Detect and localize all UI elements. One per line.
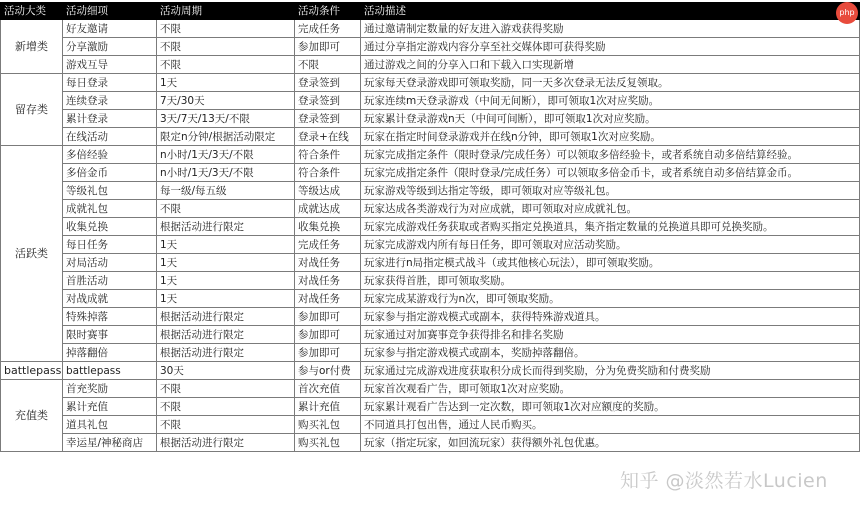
cell-item: 特殊掉落 <box>63 308 157 326</box>
cell-period: 不限 <box>157 416 295 434</box>
cell-condition: 成就达成 <box>295 200 361 218</box>
cell-item: 游戏互导 <box>63 56 157 74</box>
cell-period: 1天 <box>157 74 295 92</box>
cell-period: 根据活动进行限定 <box>157 308 295 326</box>
cell-item: 首充奖励 <box>63 380 157 398</box>
cell-condition: 对战任务 <box>295 272 361 290</box>
cell-item: 幸运星/神秘商店 <box>63 434 157 452</box>
table-header-row <box>1 3 860 20</box>
cell-condition: 参加即可 <box>295 308 361 326</box>
cell-description: 玩家参与指定游戏模式或副本，获得特殊游戏道具。 <box>361 308 860 326</box>
cell-description: 玩家游戏等级到达指定等级，即可领取对应等级礼包。 <box>361 182 860 200</box>
table-row <box>1 326 860 344</box>
cell-item: 累计登录 <box>63 110 157 128</box>
cell-period: 不限 <box>157 20 295 38</box>
cell-description: 玩家获得首胜，即可领取奖励。 <box>361 272 860 290</box>
cell-condition: 参加即可 <box>295 326 361 344</box>
cell-condition: 登录签到 <box>295 110 361 128</box>
table-row <box>1 164 860 182</box>
cell-item: 成就礼包 <box>63 200 157 218</box>
table-row <box>1 128 860 146</box>
cell-condition: 对战任务 <box>295 290 361 308</box>
cell-description: 玩家累计观看广告达到一定次数，即可领取1次对应额度的奖励。 <box>361 398 860 416</box>
table-row <box>1 182 860 200</box>
table-row <box>1 56 860 74</box>
cell-category: 充值类 <box>1 380 63 452</box>
cell-period: 不限 <box>157 398 295 416</box>
cell-condition: 不限 <box>295 56 361 74</box>
cell-period: 30天 <box>157 362 295 380</box>
cell-period: n小时/1天/3天/不限 <box>157 164 295 182</box>
cell-period: 1天 <box>157 290 295 308</box>
cell-item: 多倍金币 <box>63 164 157 182</box>
cell-description: 玩家进行n局指定模式战斗（或其他核心玩法），即可领取奖励。 <box>361 254 860 272</box>
table-row <box>1 272 860 290</box>
cell-item: 每日登录 <box>63 74 157 92</box>
table-body <box>1 20 860 452</box>
cell-item: 首胜活动 <box>63 272 157 290</box>
cell-condition: 完成任务 <box>295 236 361 254</box>
cell-description: 玩家完成某游戏行为n次，即可领取奖励。 <box>361 290 860 308</box>
cell-period: 根据活动进行限定 <box>157 434 295 452</box>
table-row <box>1 38 860 56</box>
cell-condition: 参与or付费 <box>295 362 361 380</box>
header-item: 活动细项 <box>63 3 157 20</box>
table-row <box>1 110 860 128</box>
table-row <box>1 380 860 398</box>
table-row <box>1 308 860 326</box>
cell-condition: 首次充值 <box>295 380 361 398</box>
cell-condition: 参加即可 <box>295 38 361 56</box>
cell-item: 对战成就 <box>63 290 157 308</box>
cell-condition: 符合条件 <box>295 164 361 182</box>
cell-period: 不限 <box>157 380 295 398</box>
cell-condition: 购买礼包 <box>295 434 361 452</box>
cell-description: 不同道具打包出售，通过人民币购买。 <box>361 416 860 434</box>
cell-condition: 登录签到 <box>295 74 361 92</box>
table-row <box>1 434 860 452</box>
header-period: 活动周期 <box>157 3 295 20</box>
table-row <box>1 236 860 254</box>
table-row <box>1 398 860 416</box>
table-row <box>1 146 860 164</box>
cell-category: 新增类 <box>1 20 63 74</box>
cell-description: 玩家首次观看广告，即可领取1次对应奖励。 <box>361 380 860 398</box>
cell-condition: 登录签到 <box>295 92 361 110</box>
table-row <box>1 362 860 380</box>
cell-description: 玩家每天登录游戏即可领取奖励，同一天多次登录无法反复领取。 <box>361 74 860 92</box>
cell-item: battlepass <box>63 362 157 380</box>
cell-condition: 参加即可 <box>295 344 361 362</box>
cell-condition: 符合条件 <box>295 146 361 164</box>
cell-item: 分享激励 <box>63 38 157 56</box>
cell-period: 不限 <box>157 38 295 56</box>
header-category: 活动大类 <box>1 3 63 20</box>
cell-category: 活跃类 <box>1 146 63 362</box>
cell-description: 通过游戏之间的分享入口和下载入口实现新增 <box>361 56 860 74</box>
cell-item: 好友邀请 <box>63 20 157 38</box>
cell-period: 每一级/每五级 <box>157 182 295 200</box>
table-row <box>1 290 860 308</box>
php-logo: php <box>836 2 858 24</box>
cell-description: 玩家累计登录游戏n天（中间可间断），即可领取1次对应奖励。 <box>361 110 860 128</box>
cell-item: 道具礼包 <box>63 416 157 434</box>
header-description: 活动描述 <box>361 3 860 20</box>
activity-table <box>0 2 860 452</box>
cell-category: battlepass <box>1 362 63 380</box>
cell-period: 根据活动进行限定 <box>157 326 295 344</box>
cell-item: 限时赛事 <box>63 326 157 344</box>
table-row <box>1 20 860 38</box>
cell-description: 玩家通过对加赛事竞争获得排名和排名奖励 <box>361 326 860 344</box>
table-row <box>1 92 860 110</box>
table-row <box>1 416 860 434</box>
table-row <box>1 254 860 272</box>
cell-description: 玩家通过完成游戏进度获取积分成长而得到奖励，分为免费奖励和付费奖励 <box>361 362 860 380</box>
cell-condition: 收集兑换 <box>295 218 361 236</box>
cell-period: 7天/30天 <box>157 92 295 110</box>
cell-condition: 对战任务 <box>295 254 361 272</box>
cell-period: 根据活动进行限定 <box>157 218 295 236</box>
cell-description: 玩家完成指定条件（限时登录/完成任务）可以领取多倍金币卡，或者系统自动多倍结算金币。 <box>361 164 860 182</box>
cell-condition: 累计充值 <box>295 398 361 416</box>
cell-item: 累计充值 <box>63 398 157 416</box>
cell-description: 玩家完成指定条件（限时登录/完成任务）可以领取多倍经验卡，或者系统自动多倍结算经验。 <box>361 146 860 164</box>
cell-period: 1天 <box>157 236 295 254</box>
cell-period: 不限 <box>157 200 295 218</box>
cell-condition: 购买礼包 <box>295 416 361 434</box>
cell-description: 玩家连续m天登录游戏（中间无间断），即可领取1次对应奖励。 <box>361 92 860 110</box>
cell-item: 收集兑换 <box>63 218 157 236</box>
cell-condition: 登录+在线 <box>295 128 361 146</box>
cell-item: 对局活动 <box>63 254 157 272</box>
cell-category: 留存类 <box>1 74 63 146</box>
header-condition: 活动条件 <box>295 3 361 20</box>
cell-item: 每日任务 <box>63 236 157 254</box>
table-row <box>1 344 860 362</box>
cell-description: 玩家完成游戏内所有每日任务，即可领取对应活动奖励。 <box>361 236 860 254</box>
cell-period: 根据活动进行限定 <box>157 344 295 362</box>
cell-item: 掉落翻倍 <box>63 344 157 362</box>
table-row <box>1 200 860 218</box>
cell-description: 玩家参与指定游戏模式或副本，奖励掉落翻倍。 <box>361 344 860 362</box>
cell-description: 通过分享指定游戏内容分享至社交媒体即可获得奖励 <box>361 38 860 56</box>
cell-item: 多倍经验 <box>63 146 157 164</box>
cell-period: n小时/1天/3天/不限 <box>157 146 295 164</box>
cell-period: 1天 <box>157 254 295 272</box>
cell-period: 不限 <box>157 56 295 74</box>
cell-item: 连续登录 <box>63 92 157 110</box>
table-row <box>1 74 860 92</box>
watermark: 知乎 @淡然若水Lucien <box>620 470 828 492</box>
table-row <box>1 218 860 236</box>
cell-description: 玩家在指定时间登录游戏并在线n分钟，即可领取1次对应奖励。 <box>361 128 860 146</box>
cell-period: 1天 <box>157 272 295 290</box>
cell-condition: 完成任务 <box>295 20 361 38</box>
cell-condition: 等级达成 <box>295 182 361 200</box>
cell-description: 通过邀请制定数量的好友进入游戏获得奖励 <box>361 20 860 38</box>
cell-description: 玩家达成各类游戏行为对应成就，即可领取对应成就礼包。 <box>361 200 860 218</box>
cell-item: 在线活动 <box>63 128 157 146</box>
cell-description: 玩家（指定玩家，如回流玩家）获得额外礼包优惠。 <box>361 434 860 452</box>
cell-period: 限定n分钟/根据活动限定 <box>157 128 295 146</box>
cell-description: 玩家完成游戏任务获取或者购买指定兑换道具，集齐指定数量的兑换道具即可兑换奖励。 <box>361 218 860 236</box>
cell-period: 3天/7天/13天/不限 <box>157 110 295 128</box>
cell-item: 等级礼包 <box>63 182 157 200</box>
